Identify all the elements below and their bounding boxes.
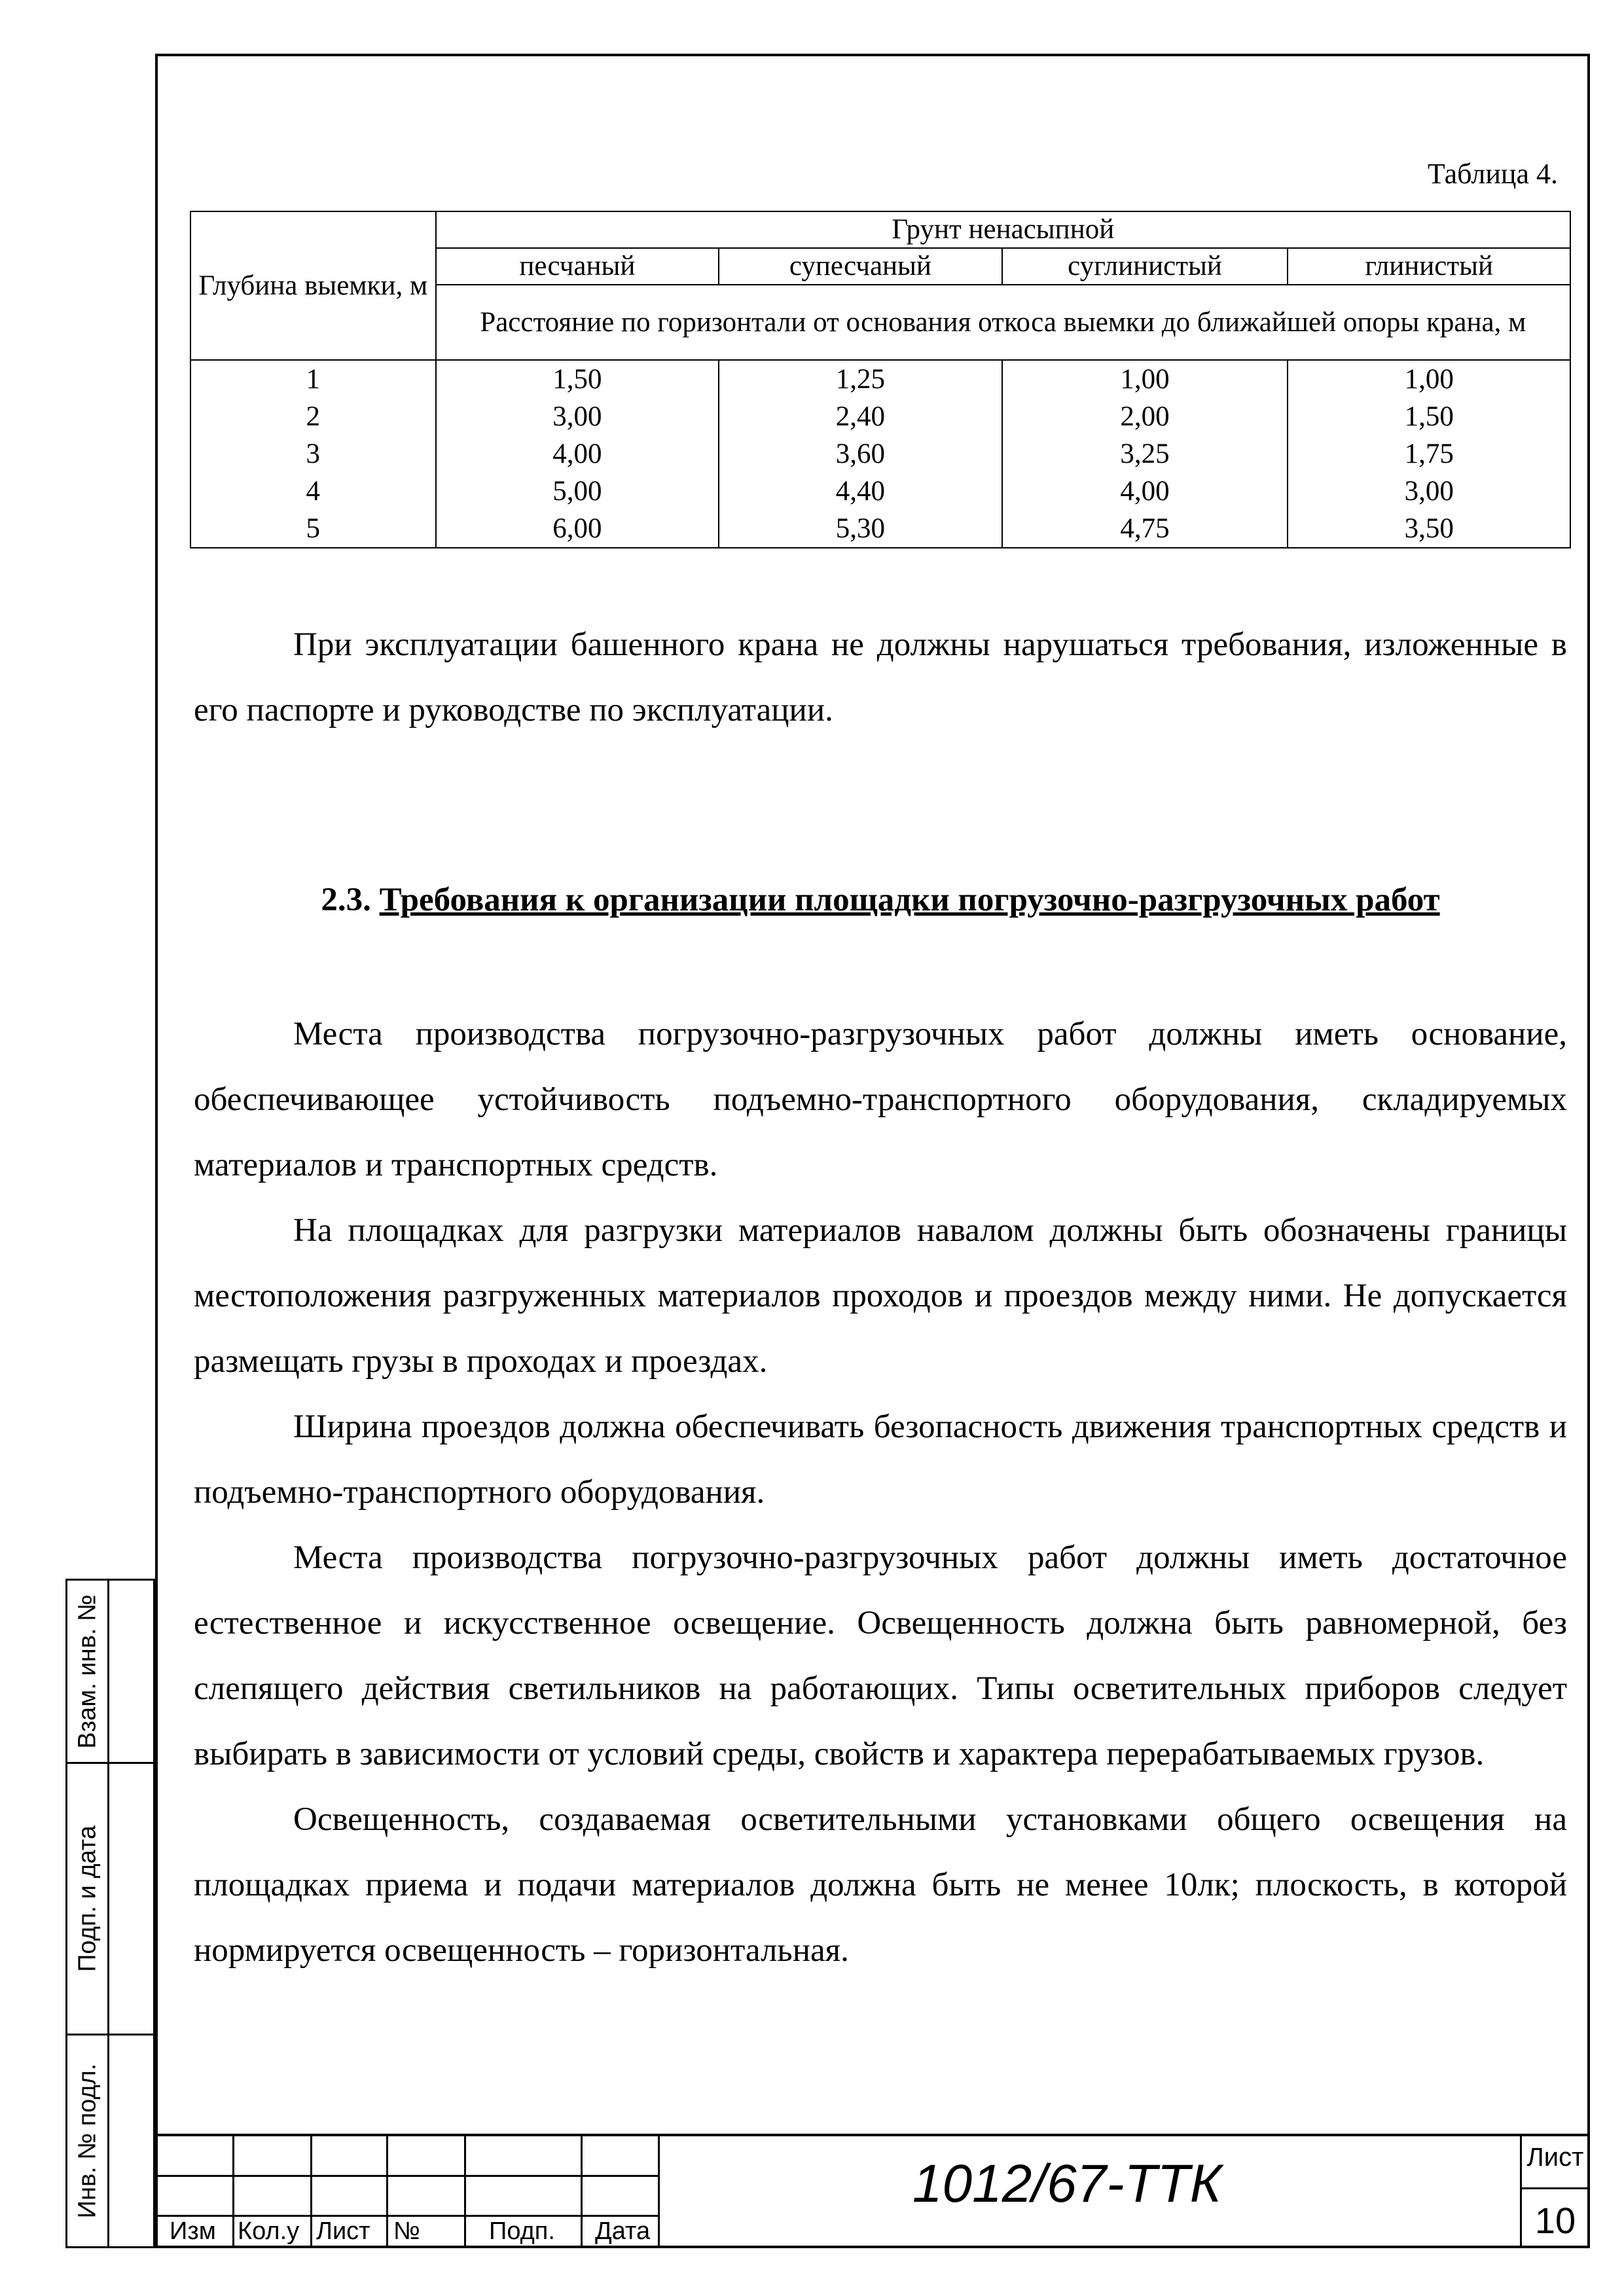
distance-cell: 5,30 <box>719 510 1002 548</box>
distance-cell: 6,00 <box>436 510 719 548</box>
paragraph: Места производства погрузочно-разгрузочных работ должны иметь основание, обеспечивающее устойчивость подъемно-транспортного оборудования, складируемых материалов и транспортных средств. <box>194 1016 1567 1183</box>
side-stamp-label: Взам. инв. № <box>73 1594 101 1749</box>
distance-header: Расстояние по горизонтали от основания откоса выемки до ближайшей опоры крана, м <box>436 285 1570 360</box>
section-body <box>194 1001 1567 1983</box>
distance-cell: 4,40 <box>719 473 1002 510</box>
section-title: Требования к организации площадки погрузочно-разгрузочных работ <box>379 882 1440 918</box>
soil-type-header: глинистый <box>1288 248 1570 285</box>
distance-cell: 3,50 <box>1288 510 1570 548</box>
soil-type-header: песчаный <box>436 248 719 285</box>
izm-label: Изм <box>170 2217 216 2245</box>
soil-type-header: супесчаный <box>719 248 1002 285</box>
distance-cell: 5,00 <box>436 473 719 510</box>
table-row <box>190 510 1570 548</box>
distance-cell: 1,75 <box>1288 435 1570 473</box>
depth-header: Глубина выемки, м <box>190 211 436 360</box>
sheet-label: Лист <box>1526 2143 1584 2172</box>
depth-cell: 1 <box>190 360 436 398</box>
distance-cell: 3,00 <box>1288 473 1570 510</box>
table-row <box>190 435 1570 473</box>
distance-cell: 2,00 <box>1002 398 1288 435</box>
section-heading <box>194 881 1567 919</box>
paragraph: Места производства погрузочно-разгрузочных работ должны иметь достаточное естественное и искусственное освещение. Освещенность должна быть равномерной, без слепящего действия светильников на работающих. Типы осветительных приборов следует выбирать в зависимости от условий среды, свойств и характера перерабатываемых грузов. <box>194 1539 1567 1772</box>
distance-cell: 4,75 <box>1002 510 1288 548</box>
depth-cell: 2 <box>190 398 436 435</box>
distance-cell: 4,00 <box>436 435 719 473</box>
side-stamp-label: Инв. № подл. <box>73 2063 101 2219</box>
distance-cell: 1,50 <box>436 360 719 398</box>
sheet-number: 10 <box>1534 2200 1576 2241</box>
distance-cell: 3,00 <box>436 398 719 435</box>
distance-cell: 2,40 <box>719 398 1002 435</box>
paragraph: При эксплуатации башенного крана не должны нарушаться требования, изложенные в его паспорте и руководстве по эксплуатации. <box>194 626 1567 728</box>
side-stamp-label: Подп. и дата <box>73 1825 101 1972</box>
side-stamp-inv <box>65 2034 155 2248</box>
paragraph: Ширина проездов должна обеспечивать безопасность движения транспортных средств и подъемно-транспортного оборудования. <box>194 1408 1567 1511</box>
num-label: № <box>393 2217 420 2245</box>
data-label: Дата <box>595 2217 651 2245</box>
distance-cell: 3,25 <box>1002 435 1288 473</box>
distance-cell: 4,00 <box>1002 473 1288 510</box>
distance-cell: 1,25 <box>719 360 1002 398</box>
side-stamp-podp <box>65 1762 155 2036</box>
kolu-label: Кол.у <box>238 2217 300 2245</box>
distance-table <box>190 211 1571 548</box>
depth-cell: 4 <box>190 473 436 510</box>
table-row <box>190 360 1570 398</box>
distance-cell: 3,60 <box>719 435 1002 473</box>
distance-cell: 1,50 <box>1288 398 1570 435</box>
podp-label: Подп. <box>489 2217 555 2245</box>
distance-cell: 1,00 <box>1288 360 1570 398</box>
paragraph: На площадках для разгрузки материалов навалом должны быть обозначены границы местоположения разгруженных материалов проходов и проездов между ними. Не допускается размещать грузы в проходах и проездах. <box>194 1212 1567 1380</box>
depth-cell: 3 <box>190 435 436 473</box>
document-code: 1012/67-ТТК <box>912 2154 1222 2214</box>
distance-cell: 1,00 <box>1002 360 1288 398</box>
paragraph: Освещенность, создаваемая осветительными установками общего освещения на площадках приема и подачи материалов должна быть не менее 10лк; плоскость, в которой нормируется освещенность – горизонтальная. <box>194 1801 1567 1969</box>
list-label: Лист <box>316 2217 370 2245</box>
table-row <box>190 398 1570 435</box>
table-row <box>190 473 1570 510</box>
soil-type-header: суглинистый <box>1002 248 1288 285</box>
side-stamp-vzam <box>65 1579 155 1764</box>
section-number: 2.3. <box>321 882 371 918</box>
depth-cell: 5 <box>190 510 436 548</box>
crane-paragraph <box>194 612 1567 743</box>
soil-group-header: Грунт ненасыпной <box>436 211 1570 248</box>
table-body <box>190 360 1570 548</box>
table-caption: Таблица 4. <box>1427 158 1558 190</box>
